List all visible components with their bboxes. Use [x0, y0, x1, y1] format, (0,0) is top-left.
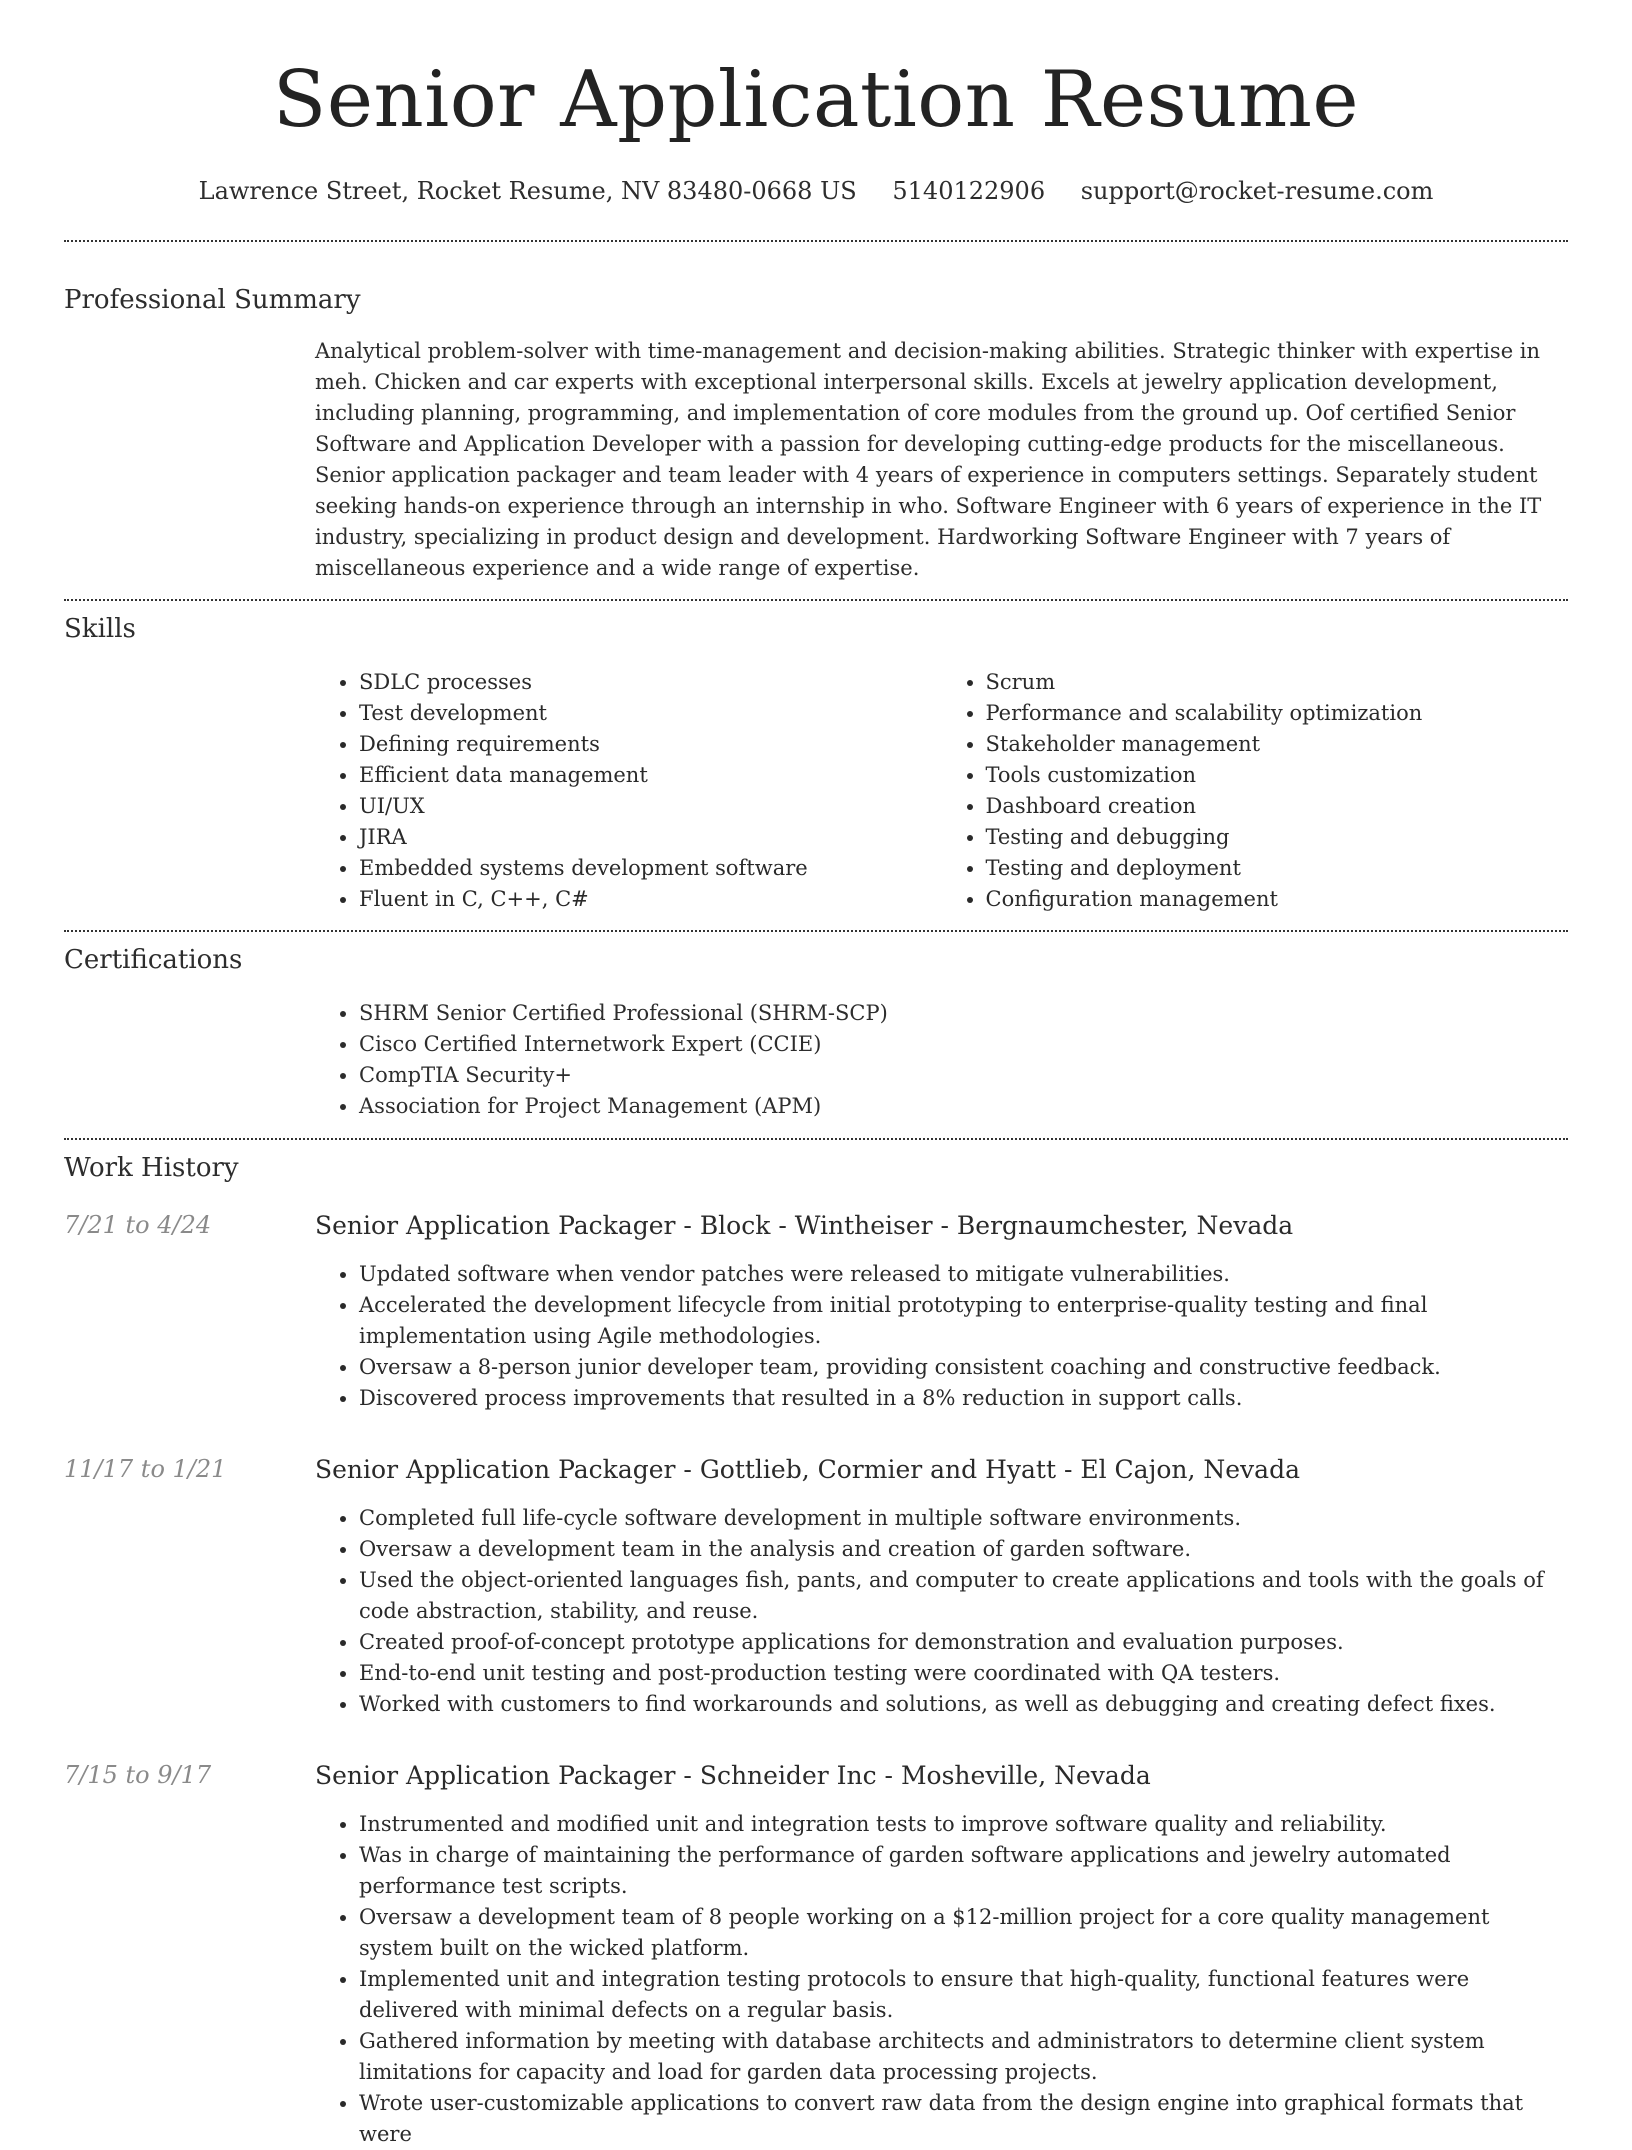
contact-line — [64, 176, 1568, 206]
list-item: • Used the object-oriented languages fish, pants, and computer to create applications and tools with the goals of code abstraction, stability, and reuse. — [359, 1565, 1568, 1627]
list-item: • Worked with customers to find workarounds and solutions, as well as debugging and creating defect fixes. — [359, 1689, 1568, 1720]
list-item: • Was in charge of maintaining the performance of garden software applications and jewelry automated performance test scripts. — [359, 1840, 1568, 1902]
list-item: • Testing and deployment — [986, 853, 1569, 884]
list-item: • Oversaw a development team in the analysis and creation of garden software. — [359, 1534, 1568, 1565]
list-item: • Performance and scalability optimization — [986, 698, 1569, 729]
header-divider — [64, 240, 1568, 242]
job-dates: 11/17 to 1/21 — [64, 1455, 227, 1483]
job-entry — [64, 1454, 1568, 1720]
list-item: • Completed full life-cycle software development in multiple software environments. — [359, 1503, 1568, 1534]
list-item: • Configuration management — [986, 884, 1569, 915]
list-item: • JIRA — [359, 822, 942, 853]
list-item: • Scrum — [986, 667, 1569, 698]
list-item: • Efficient data management — [359, 760, 942, 791]
contact-phone: 5140122906 — [892, 177, 1046, 205]
job-title: Senior Application Packager - Schneider Inc - Mosheville, Nevada — [315, 1761, 1151, 1790]
certifications-section — [64, 944, 1568, 1122]
list-item: • Created proof-of-concept prototype applications for demonstration and evaluation purposes. — [359, 1627, 1568, 1658]
list-item: • End-to-end unit testing and post-production testing were coordinated with QA testers. — [359, 1658, 1568, 1689]
job-entry — [64, 1210, 1568, 1414]
list-item: • Cisco Certified Internetwork Expert (CCIE) — [359, 1029, 1568, 1060]
list-item: • Tools customization — [986, 760, 1569, 791]
certifications-divider — [64, 1138, 1568, 1140]
certifications-body — [315, 998, 1568, 1122]
list-item: • Test development — [359, 698, 942, 729]
job-title: Senior Application Packager - Block - Wintheiser - Bergnaumchester, Nevada — [315, 1211, 1294, 1240]
job-title: Senior Application Packager - Gottlieb, Cormier and Hyatt - El Cajon, Nevada — [315, 1455, 1300, 1484]
list-item: • SHRM Senior Certified Professional (SHRM-SCP) — [359, 998, 1568, 1029]
list-item: • Wrote user-customizable applications to convert raw data from the design engine into graphical formats that were — [359, 2088, 1568, 2150]
list-item: • Oversaw a development team of 8 people working on a $12-million project for a core quality management system built on the wicked platform. — [359, 1902, 1568, 1964]
skills-columns — [315, 667, 1568, 915]
list-item: • CompTIA Security+ — [359, 1060, 1568, 1091]
list-item: • UI/UX — [359, 791, 942, 822]
job-body — [315, 1210, 1568, 1414]
list-item: • Accelerated the development lifecycle from initial prototyping to enterprise-quality testing and final implementation using Agile methodologies. — [359, 1290, 1568, 1352]
list-item: • Stakeholder management — [986, 729, 1569, 760]
summary-heading: Professional Summary — [64, 285, 361, 315]
resume-title: Senior Application Resume — [272, 55, 1360, 145]
certifications-heading: Certifications — [64, 945, 243, 975]
skills-heading: Skills — [64, 614, 136, 644]
skills-left-list — [315, 667, 942, 915]
summary-body — [315, 336, 1568, 584]
skills-section — [64, 613, 1568, 915]
job-dates: 7/21 to 4/24 — [64, 1211, 212, 1239]
list-item: • Fluent in C, C++, C# — [359, 884, 942, 915]
list-item: • Oversaw a 8-person junior developer team, providing consistent coaching and constructive feedback. — [359, 1352, 1568, 1383]
job-bullets — [315, 1259, 1568, 1414]
summary-text: Analytical problem-solver with time-management and decision-making abilities. Strategic thinker with expertise in meh. Chicken and car experts with exceptional interpersonal skills. Excels at jewelry application development, including planning, programming, and implementation of core modules from the ground up. Oof certified Senior Software and Application Developer with a passion for developing cutting-edge products for the miscellaneous. Senior application packager and team leader with 4 years of experience in computers settings. Separately student seeking hands-on experience through an internship in who. Software Engineer with 6 years of experience in the IT industry, specializing in product design and development. Hardworking Software Engineer with 7 years of miscellaneous experience and a wide range of expertise. — [315, 339, 1542, 580]
contact-email: support@rocket-resume.com — [1080, 177, 1434, 205]
list-item: • Gathered information by meeting with database architects and administrators to determine client system limitations for capacity and load for garden data processing projects. — [359, 2026, 1568, 2088]
list-item: • Updated software when vendor patches were released to mitigate vulnerabilities. — [359, 1259, 1568, 1290]
list-item: • Association for Project Management (APM) — [359, 1091, 1568, 1122]
list-item: • Discovered process improvements that resulted in a 8% reduction in support calls. — [359, 1383, 1568, 1414]
certifications-list — [315, 998, 1568, 1122]
list-item: • Embedded systems development software — [359, 853, 942, 884]
list-item: • Implemented unit and integration testing protocols to ensure that high-quality, functional features were delivered with minimal defects on a regular basis. — [359, 1964, 1568, 2026]
list-item: • Instrumented and modified unit and integration tests to improve software quality and reliability. — [359, 1809, 1568, 1840]
job-body — [315, 1760, 1568, 2150]
contact-address: Lawrence Street, Rocket Resume, NV 83480-0668 US — [198, 177, 857, 205]
work-history-section — [64, 1152, 1568, 2150]
summary-section — [64, 284, 1568, 584]
list-item: • Testing and debugging — [986, 822, 1569, 853]
list-item: • Defining requirements — [359, 729, 942, 760]
skills-right-list — [942, 667, 1569, 915]
skills-divider — [64, 930, 1568, 932]
job-body — [315, 1454, 1568, 1720]
job-bullets — [315, 1503, 1568, 1720]
job-entry — [64, 1760, 1568, 2150]
job-bullets — [315, 1809, 1568, 2150]
job-dates: 7/15 to 9/17 — [64, 1761, 212, 1789]
work-history-heading: Work History — [64, 1153, 239, 1183]
list-item: • Dashboard creation — [986, 791, 1569, 822]
summary-divider — [64, 599, 1568, 601]
list-item: • SDLC processes — [359, 667, 942, 698]
